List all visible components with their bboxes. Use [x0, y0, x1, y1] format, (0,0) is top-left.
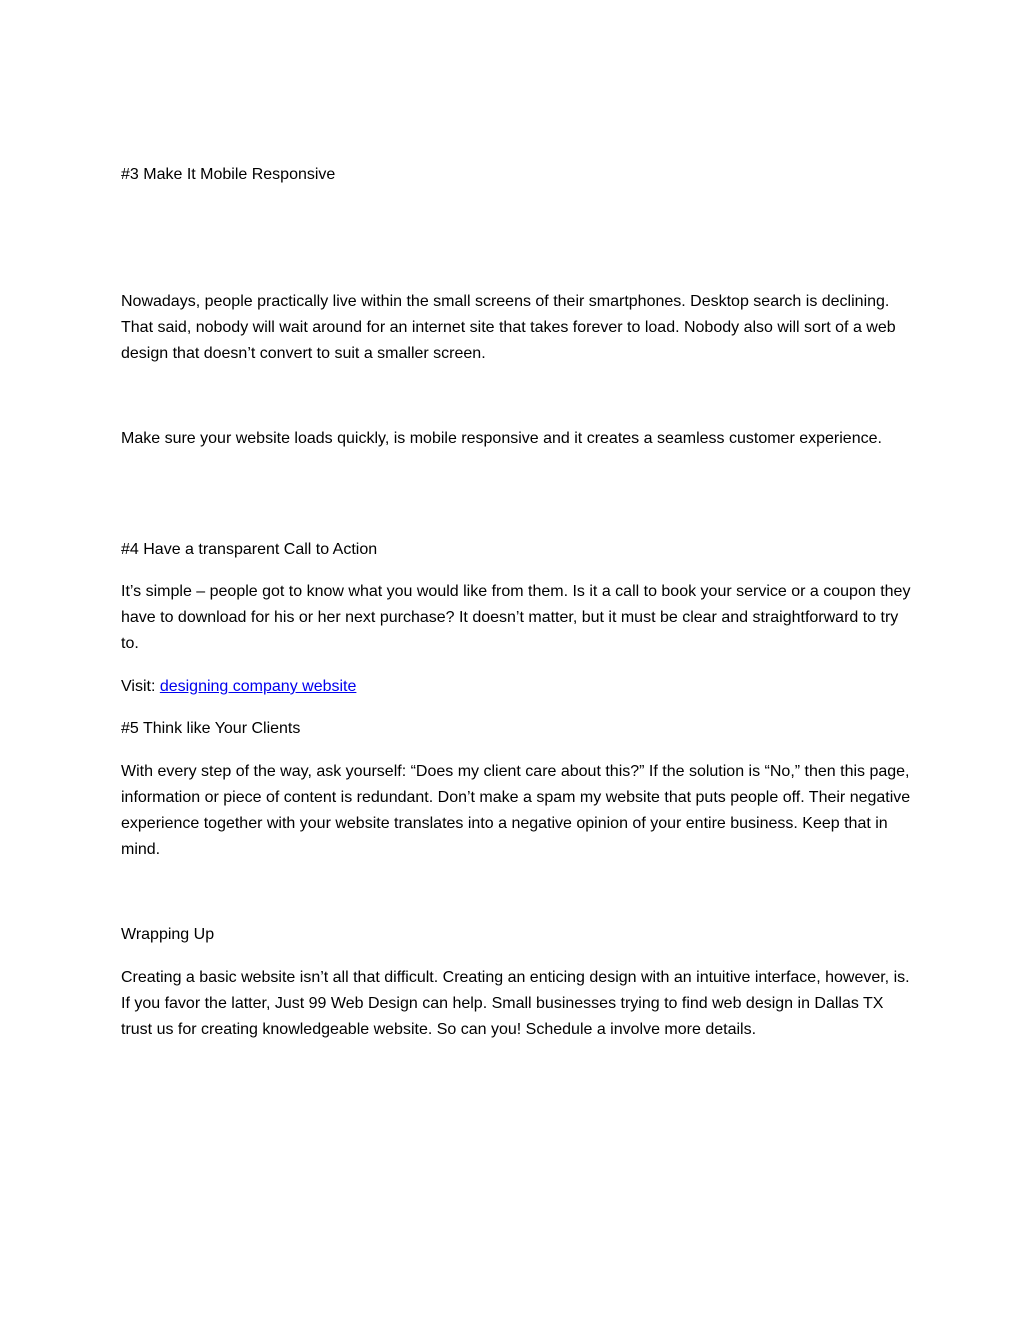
paragraph-wrapping-up: Creating a basic website isn’t all that difficult. Creating an enticing design with an intuitive interface, however, is. If you favor the latter, Just 99 Web Design can help. Small businesses trying to find web design in Dallas TX trust us for creating knowledgeable website. So can you! Schedule a involve more details.	[121, 969, 910, 1038]
paragraph-mobile-1: Nowadays, people practically live within the small screens of their smartphones. Desktop search is declining. That said, nobody will wait around for an internet site that takes forever to load. Nobody also will sort of a web design that doesn’t convert to suit a smaller screen.	[121, 293, 896, 362]
designing-company-website-link[interactable]: designing company website	[159, 678, 357, 695]
section-heading-3: #3 Make It Mobile Responsive	[121, 166, 336, 183]
paragraph-cta: It’s simple – people got to know what you would like from them. Is it a call to book your service or a coupon they have to download for his or her next purchase? It doesn’t matter, but it must be clear and straightforward to try to.	[121, 583, 911, 652]
section-heading-wrapping-up: Wrapping Up	[121, 926, 215, 943]
visit-line	[121, 674, 911, 700]
section-heading-5: #5 Think like Your Clients	[121, 720, 301, 737]
paragraph-mobile-2: Make sure your website loads quickly, is mobile responsive and it creates a seamless customer experience.	[121, 430, 882, 447]
section-heading-4: #4 Have a transparent Call to Action	[121, 541, 378, 558]
visit-label: Visit:	[121, 678, 160, 695]
paragraph-clients: With every step of the way, ask yourself: “Does my client care about this?” If the solution is “No,” then this page, information or piece of content is redundant. Don’t make a spam my website that puts people off. Their negative experience together with your website translates into a negative opinion of your entire business. Keep that in mind.	[121, 763, 911, 858]
